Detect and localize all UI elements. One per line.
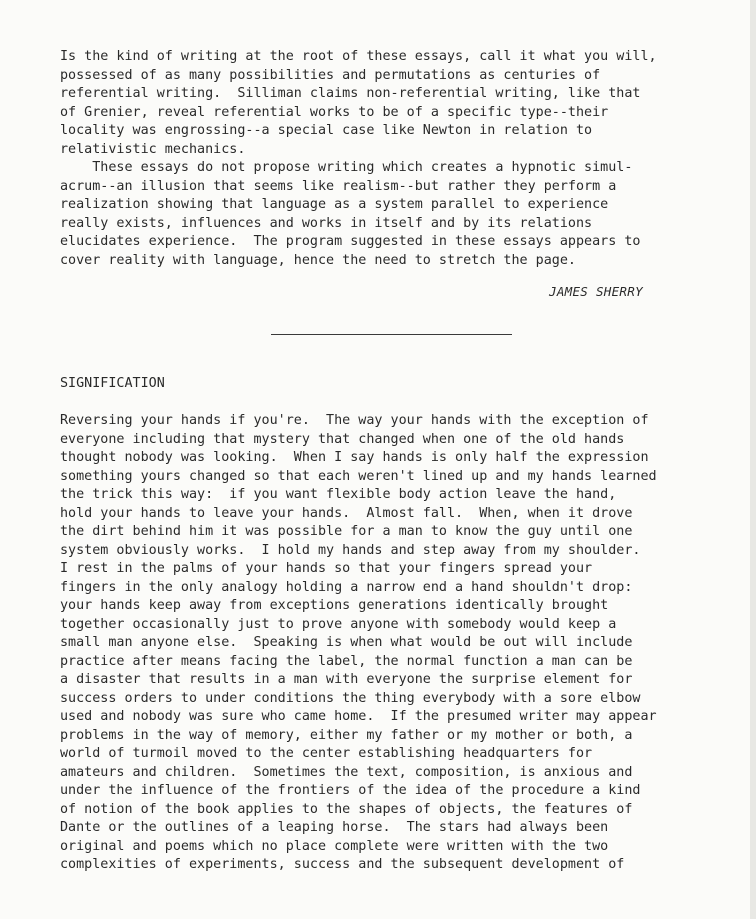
scan-edge <box>750 0 756 919</box>
text-line: together occasionally just to prove anyone with somebody would keep a <box>60 616 617 632</box>
text-line: These essays do not propose writing which creates a hypnotic simul- <box>60 160 633 175</box>
text-line: your hands keep away from exceptions generations identically brought <box>60 598 609 613</box>
text-line: used and nobody was sure who came home. If the presumed writer may appear <box>60 709 657 724</box>
text-line: Is the kind of writing at the root of these essays, call it what you will, <box>60 49 657 64</box>
text-line: under the influence of the frontiers of the idea of the procedure a kind <box>60 783 641 798</box>
text-line: elucidates experience. The program suggested in these essays appears to <box>60 234 641 249</box>
text-line: acrum--an illusion that seems like realism--but rather they perform a <box>60 178 617 194</box>
intro-paragraphs <box>60 48 657 270</box>
text-line: success orders to under conditions the thing everybody with a sore elbow <box>60 690 641 706</box>
text-line: relativistic mechanics. <box>60 141 246 157</box>
text-line: everyone including that mystery that changed when one of the old hands <box>60 431 625 447</box>
section-heading: SIGNIFICATION <box>60 376 165 391</box>
text-line: Reversing your hands if you're. The way your hands with the exception of <box>60 413 649 428</box>
text-line: thought nobody was looking. When I say hands is only half the expression <box>60 450 649 465</box>
text-line: amateurs and children. Sometimes the text, composition, is anxious and <box>60 764 633 780</box>
text-line: complexities of experiments, success and the subsequent development of <box>60 857 625 872</box>
text-line: of notion of the book applies to the shapes of objects, the features of <box>60 801 633 817</box>
signification-body <box>60 412 657 875</box>
text-line: the trick this way: if you want flexible body action leave the hand, <box>60 487 617 502</box>
text-line: Dante or the outlines of a leaping horse. The stars had always been <box>60 820 609 835</box>
text-line: a disaster that results in a man with everyone the surprise element for <box>60 672 633 687</box>
text-line: hold your hands to leave your hands. Almost fall. When, when it drove <box>60 505 633 521</box>
author-signature: JAMES SHERRY <box>549 284 643 299</box>
text-line: the dirt behind him it was possible for a man to know the guy until one <box>60 524 633 539</box>
text-line: really exists, influences and works in itself and by its relations <box>60 215 593 231</box>
text-line: system obviously works. I hold my hands and step away from my shoulder. <box>60 542 641 558</box>
text-line: fingers in the only analogy holding a narrow end a hand shouldn't drop: <box>60 579 633 595</box>
text-line: world of turmoil moved to the center establishing headquarters for <box>60 746 593 761</box>
text-line: small man anyone else. Speaking is when what would be out will include <box>60 635 633 650</box>
text-line: realization showing that language as a system parallel to experience <box>60 197 609 212</box>
text-line: problems in the way of memory, either my father or my mother or both, a <box>60 727 633 743</box>
text-line: cover reality with language, hence the need to stretch the page. <box>60 252 576 268</box>
text-line: possessed of as many possibilities and permutations as centuries of <box>60 67 601 83</box>
text-line: referential writing. Silliman claims non-referential writing, like that <box>60 86 641 101</box>
text-line: of Grenier, reveal referential works to be of a specific type--their <box>60 104 609 120</box>
text-line: original and poems which no place complete were written with the two <box>60 838 609 854</box>
section-divider <box>271 334 512 335</box>
text-line: practice after means facing the label, the normal function a man can be <box>60 653 633 669</box>
text-line: locality was engrossing--a special case like Newton in relation to <box>60 123 593 138</box>
text-line: I rest in the palms of your hands so that your fingers spread your <box>60 561 593 576</box>
text-line: something yours changed so that each weren't lined up and my hands learned <box>60 468 657 484</box>
